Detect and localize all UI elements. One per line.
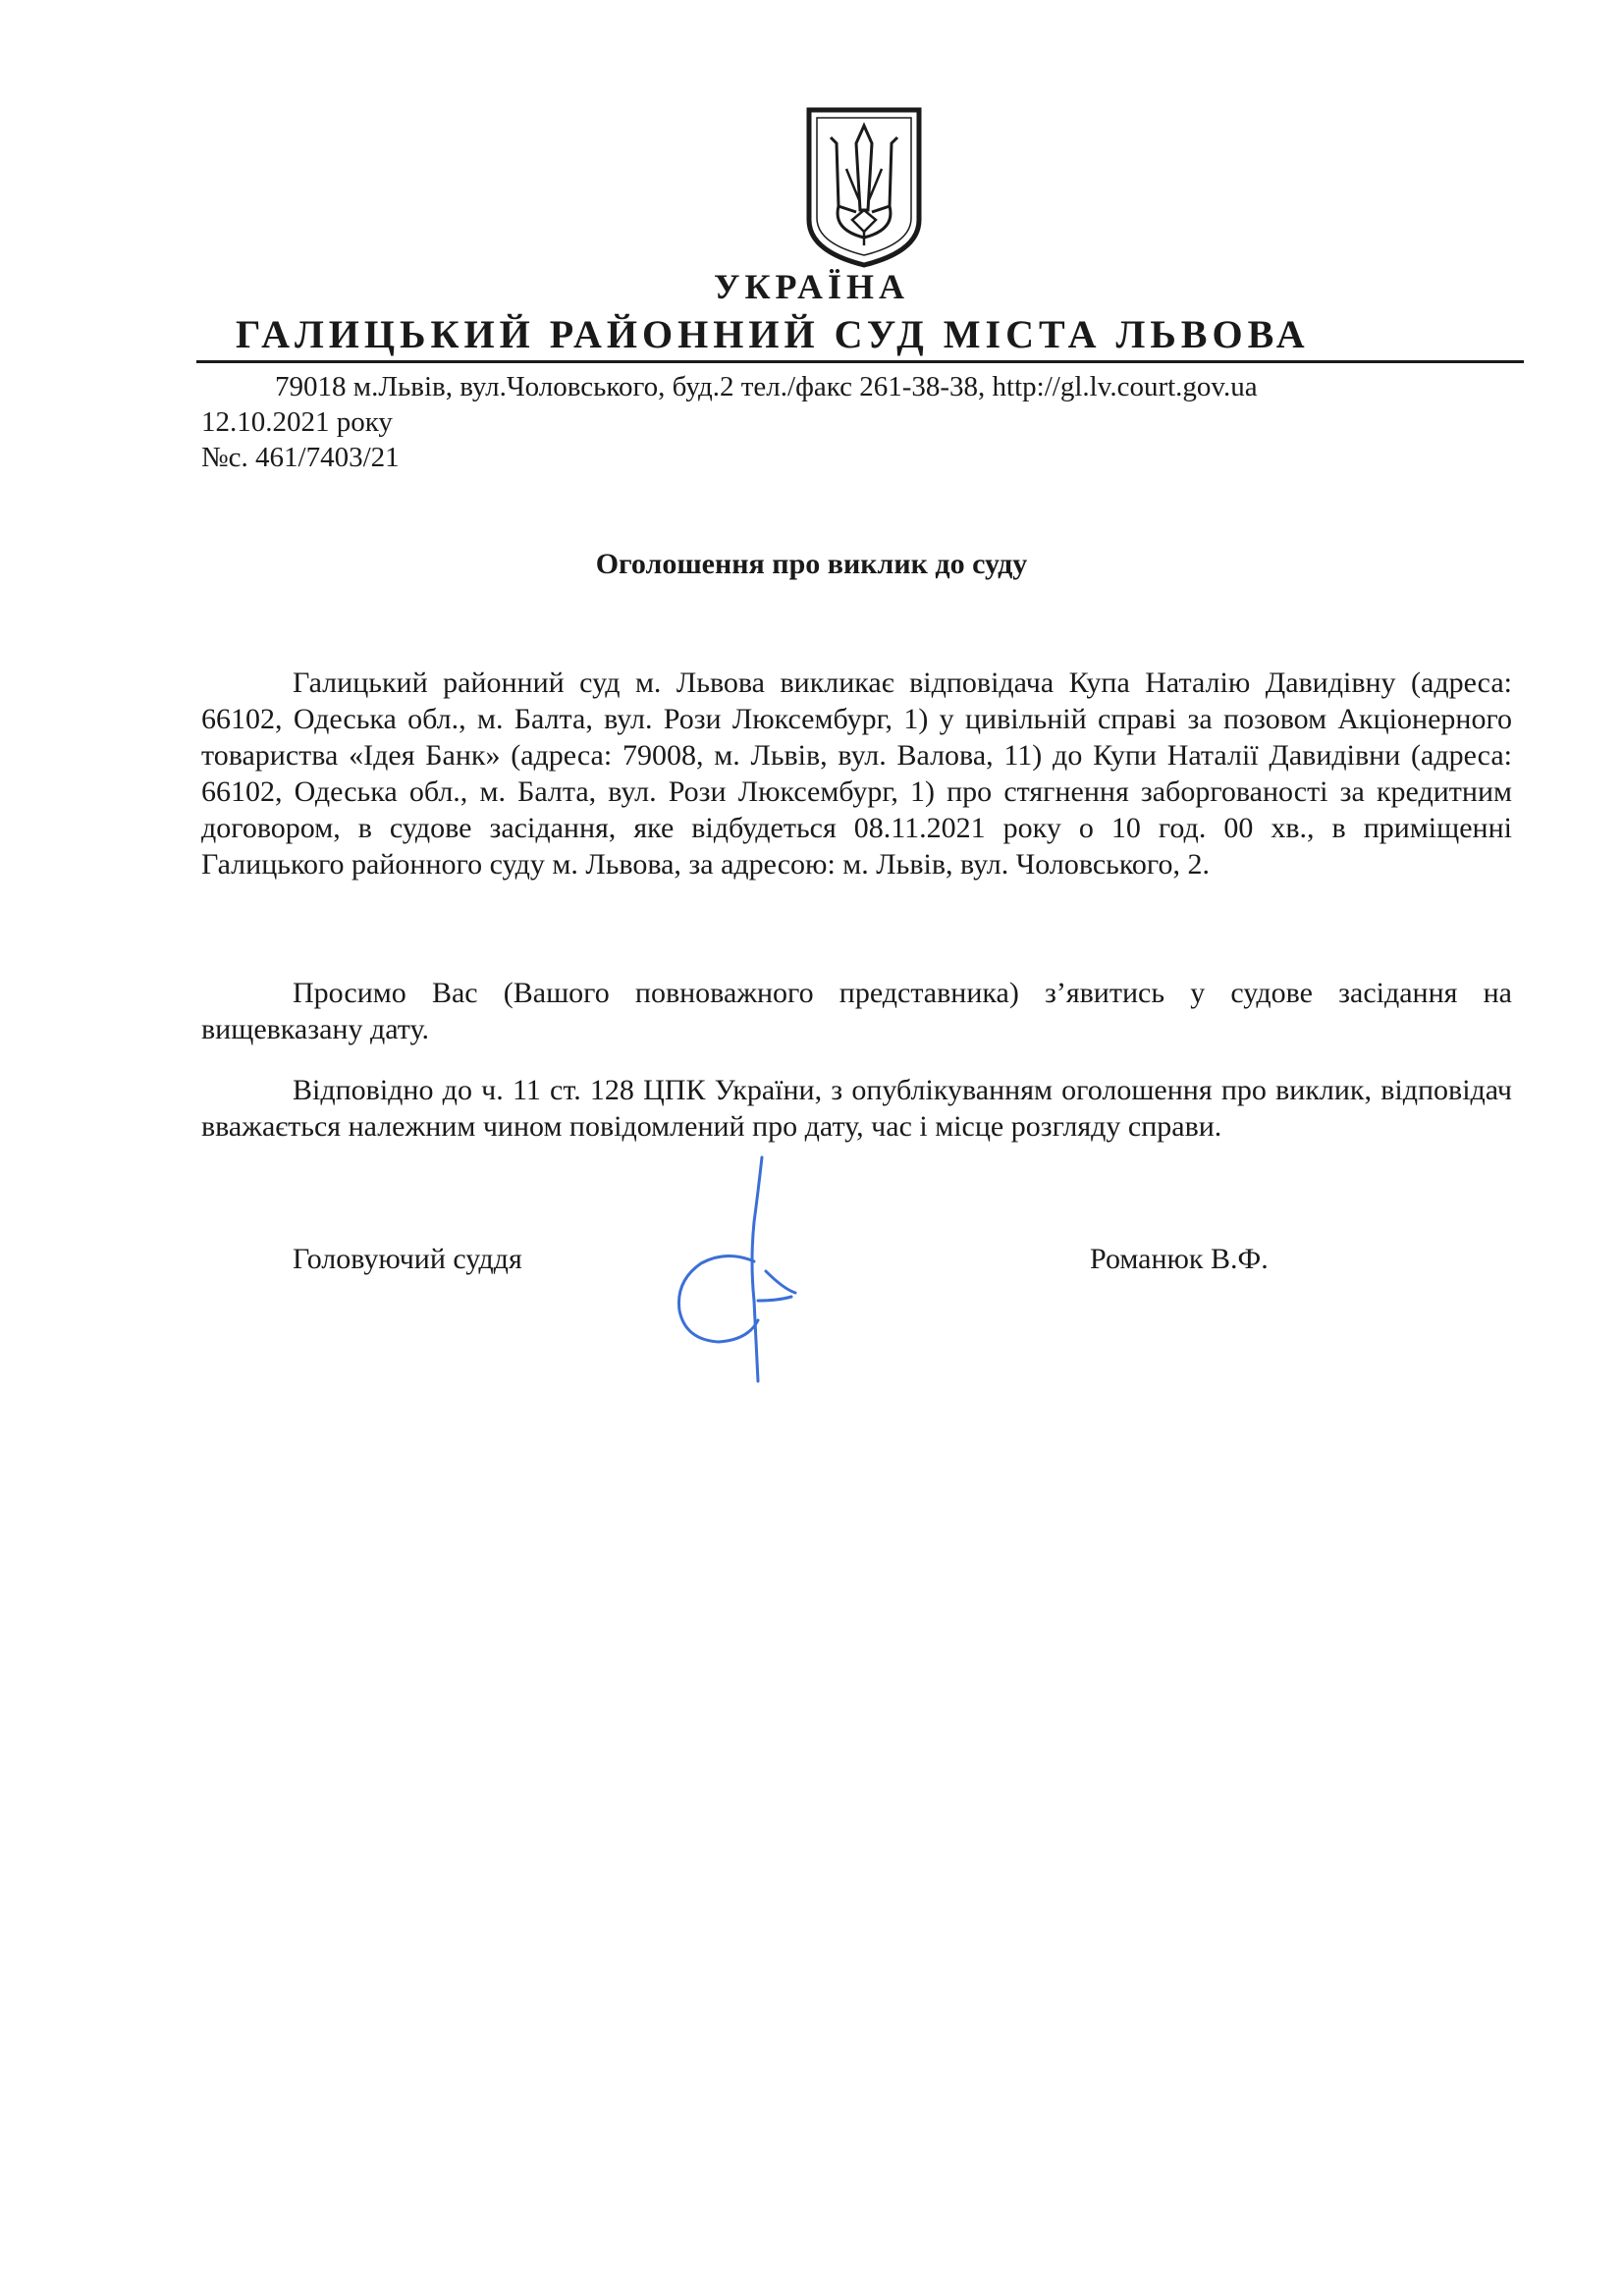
tryzub-emblem-icon: [803, 104, 925, 269]
header-divider: [196, 360, 1524, 363]
notice-paragraph-request: Просимо Вас (Вашого повноважного представника) з’явитись у судове засідання на вищевказану дату.: [201, 977, 1512, 1045]
signatory-name: Романюк В.Ф.: [1090, 1243, 1269, 1275]
country-heading: УКРАЇНА: [714, 267, 909, 306]
handwritten-signature: [668, 1153, 815, 1389]
document-date: 12.10.2021 року: [201, 406, 393, 438]
case-number: №с. 461/7403/21: [201, 442, 400, 473]
document-title: Оголошення про виклик до суду: [595, 548, 1028, 580]
notice-paragraph-summons: Галицький районний суд м. Львова викликає відповідача Купа Наталію Давидівну (адреса: 66102, Одеська обл., м. Балта, вул. Рози Люксембург, 1) у цивільній справі за позовом Акціонерного товариства «Ідея Банк» (адреса: 79008, м. Львів, вул. Валова, 11) до Купи Наталії Давидівни (адреса: 66102, Одеська обл., м. Балта, вул. Рози Люксембург, 1) про стягнення заборгованості за кредитним договором, в судове засідання, яке відбудеться 08.11.2021 року о 10 год. 00 хв., в приміщенні Галицького районного суду м. Львова, за адресою: м. Львів, вул. Чоловського, 2.: [201, 667, 1512, 881]
court-address: 79018 м.Львів, вул.Чоловського, буд.2 тел./факс 261-38-38, http://gl.lv.court.gov.ua: [275, 371, 1258, 402]
signatory-role: Головуючий суддя: [293, 1243, 522, 1275]
notice-paragraph-legal-basis: Відповідно до ч. 11 ст. 128 ЦПК України, з опублікуванням оголошення про виклик, відповідач вважається належним чином повідомлений про дату, час і місце розгляду справи.: [201, 1074, 1512, 1143]
court-name-heading: ГАЛИЦЬКИЙ РАЙОННИЙ СУД МІСТА ЛЬВОВА: [236, 312, 1310, 356]
